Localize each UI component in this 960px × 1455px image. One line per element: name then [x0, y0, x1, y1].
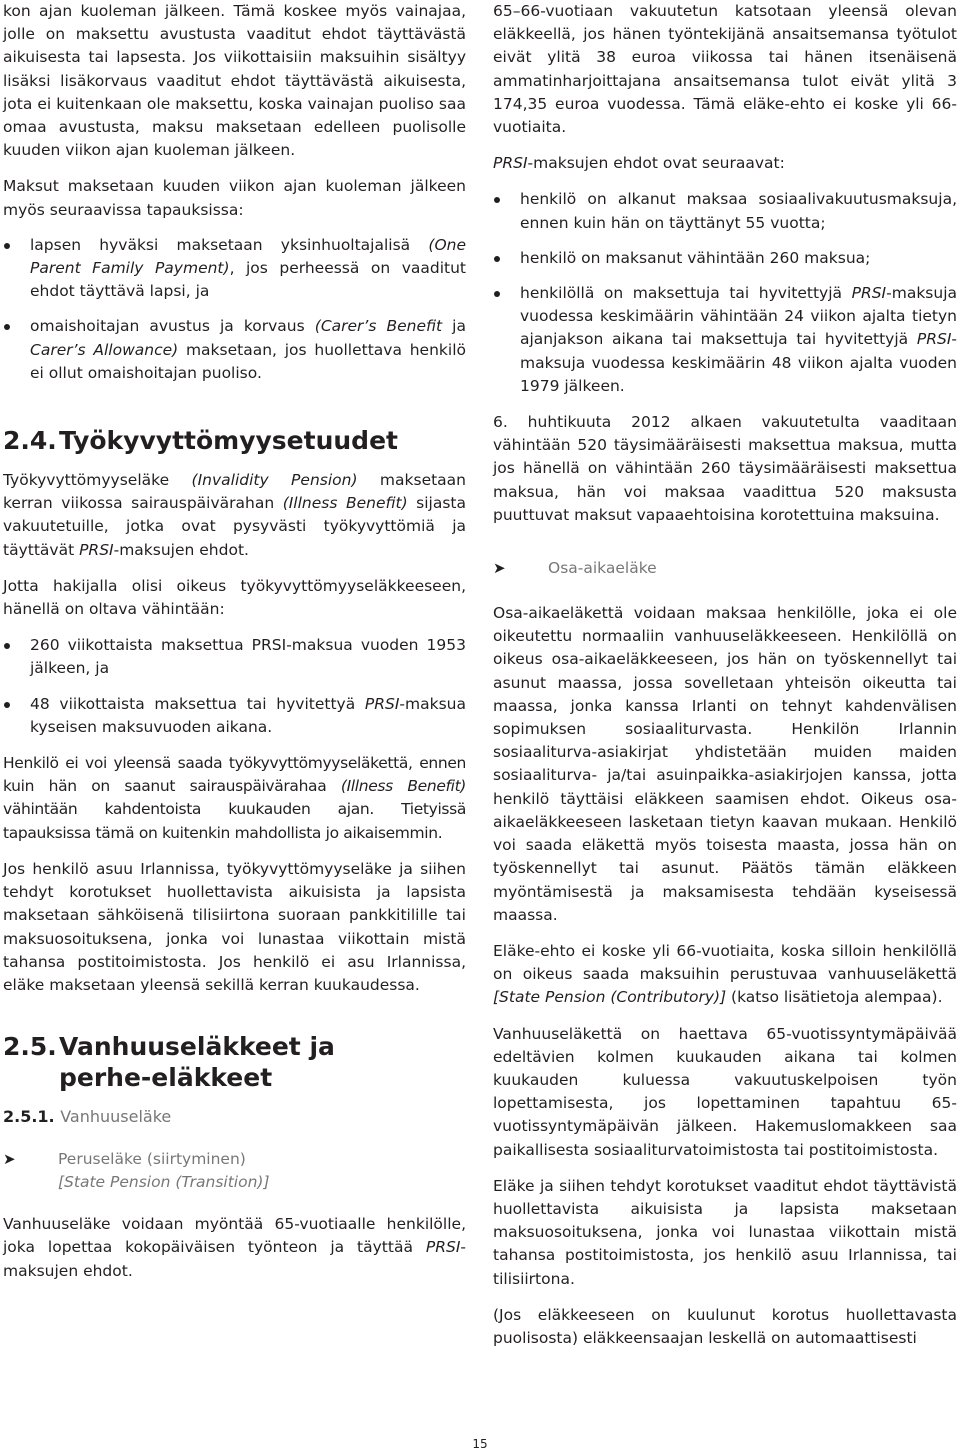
paragraph: Jos henkilö asuu Irlannissa, työkyvyttömyyseläke ja siihen tehdyt korotukset huollettavista aikuisista ja lapsista maksetaan sähköisenä tilisiirtona suoraan pankkitilille tai maksuosoituksena, jonka voi lunastaa viikottain mistä tahansa postitoimistosta. Jos henkilö ei asu Irlannissa, eläke maksetaan yleensä sekillä kerran kuukaudessa. [3, 859, 466, 994]
paragraph: Työkyvyttömyyseläke (Invalidity Pension) maksetaan kerran viikossa sairauspäivärahan (Illness Benefit) sijasta vakuutetuille, jotka ovat pysyvästi työkyvyttömiä ja täyttävät PRSI-maksujen ehdot. [3, 471, 467, 559]
paragraph: Vanhuuseläke voidaan myöntää 65-vuotiaalle henkilölle, joka lopettaa kokopäiväisen työnteon ja täyttää PRSI-maksujen ehdot. [3, 1215, 466, 1280]
paragraph: Vanhuuseläkettä on haettava 65-vuotissyntymäpäivää edeltävien kolmen kuukauden aikana tai kolmen kuukauden kuluessa vakuutuskelpoisen työn lopettamisesta, jos lopettaminen tapahtuu 65-vuotissyntymäpäivän jälkeen. Hakemuslomakkeen saa paikallisesta sosiaaliturvatoimistosta tai postitoimistosta. [493, 1024, 957, 1159]
paragraph: Maksut maksetaan kuuden viikon ajan kuoleman jälkeen myös seuraavissa tapauksissa: [3, 177, 466, 219]
paragraph: Eläke ja siihen tehdyt korotukset vaaditut ehdot täyttävistä huollettavista aikuisista ja lapsista maksetaan maksuosoituksena, jonka voi lunastaa viikottain mistä tahansa postitoimistosta, jos henkilö asuu Irlannissa, tai tilisiirtona. [493, 1176, 957, 1288]
list-item: omaishoitajan avustus ja korvaus (Carer’s Benefit ja Carer’s Allowance) maksetaan, jos huollettava henkilö ei ollut omaishoitajan puoliso. [3, 315, 466, 385]
paragraph: Eläke-ehto ei koske yli 66-vuotiaita, koska silloin henkilöllä on oikeus saada maksuihin perustuvaa vanhuuseläkettä [State Pension (Contributory)] (katso lisätietoja alempaa). [493, 941, 957, 1007]
list-item: 260 viikottaista maksettua PRSI-maksua vuoden 1953 jälkeen, ja [3, 634, 466, 680]
arrow-icon: ➤ [3, 1150, 16, 1169]
paragraph: kon ajan kuoleman jälkeen. Tämä koskee myös vainajaa, jolle on maksettu avustusta vaaditut ehdot täyttävästä aikuisesta tai lapsesta. Jos viikottaisiin maksuihin sisältyy lisäksi lisäkorvaus vaaditut ehdot täyttävästä aikuisesta, jota ei kuitenkaan ole maksettu, koska vainajan puoliso saa omaa avustusta, maksu maksetaan edelleen puolisolle kuuden viikon ajan kuoleman jälkeen. [3, 2, 466, 160]
bullet-icon [494, 291, 500, 297]
list-item: henkilö on maksanut vähintään 260 maksua; [493, 247, 957, 270]
sub-heading-state-pension-transition: ➤ Peruseläke (siirtyminen) [State Pension (Transition)] [3, 1150, 270, 1192]
paragraph: (Jos eläkkeeseen on kuulunut korotus huollettavasta puolisosta) eläkkeensaajan leskellä on automaattisesti [493, 1305, 957, 1347]
paragraph: Osa-aikaeläkettä voidaan maksaa henkilölle, joka ei ole oikeutettu normaaliin vanhuuseläkkeeseen. Henkilöllä on oikeus osa-aikaeläkkeeseen, jos hän on työskennellyt tai asunut maassa, jossa sovelletaan yhteisön oikeutta tai maassa, jonka kanssa Irlanti on tehnyt kahdenvälisen sopimuksen sosiaaliturvasta. Henkilön Irlannin sosiaaliturva-asiakirjat yhdistetään muiden maiden sosiaaliturva- ja/tai asuinpaikka-asiakirjojen kanssa, jotta henkilö täyttäisi eläkkeen saamisen ehdot. Oikeus osa-aikaeläkkeeseen lasketaan tietyn kaavan mukaan. Henkilö voi saada eläkettä myös toisesta maasta, jossa hän on työskennellyt tai asunut. Päätös tämän eläkkeen myöntämisestä ja maksamisesta tehdään kyseisessä maassa. [493, 604, 957, 924]
bullet-icon [4, 643, 10, 649]
bullet-icon [4, 702, 10, 708]
bullet-icon [4, 243, 10, 249]
bullet-icon [494, 197, 500, 203]
section-heading-2-4: 2.4.Työkyvyttömyysetuudet [3, 426, 398, 456]
bullet-list [493, 188, 957, 398]
paragraph: 65–66-vuotiaan vakuutetun katsotaan yleensä olevan eläkkeellä, jos hänen työntekijänä ansaitsemansa työtulot eivät ylitä 38 euroa viikossa tai hänen itsenäisenä ammatinharjoittajana ansaitsemansa tulot eivät ylitä 3 174,35 euroa vuodessa. Tämä eläke-ehto ei koske yli 66-vuotiaita. [493, 2, 957, 137]
bullet-list [3, 234, 466, 385]
arrow-icon: ➤ [493, 559, 506, 578]
right-column [493, 0, 957, 1363]
sub-heading-partial-pension: ➤ Osa-aikaeläke [493, 557, 957, 580]
list-item: henkilö on alkanut maksaa sosiaalivakuutusmaksuja, ennen kuin hän on täyttänyt 55 vuotta; [493, 188, 957, 234]
bullet-list [3, 634, 466, 739]
list-item: henkilöllä on maksettuja tai hyvitettyjä PRSI-maksuja vuodessa keskimäärin vähintään 24 viikon ajalta tietyn ajanjakson aikana tai maksettuja tai hyvitettyjä PRSI-maksuja vuodessa keskimäärin 48 viikon ajalta vuoden 1979 jälkeen. [493, 282, 957, 398]
bullet-icon [4, 324, 10, 330]
page-number: 15 [472, 1437, 488, 1451]
paragraph: Jotta hakijalla olisi oikeus työkyvyttömyyseläkkeeseen, hänellä on oltava vähintään: [3, 576, 466, 619]
paragraph: 6. huhtikuuta 2012 alkaen vakuutetulta vaaditaan vähintään 520 täysimääräisesti maksettua maksua, mutta jos hänellä on vähintään 260 täysimääräisesti maksettua maksua, hän voi maksaa vaadittua 520 maksusta puuttuvat maksut vapaaehtoisina korotettuina maksuina. [493, 413, 957, 524]
list-item: lapsen hyväksi maksetaan yksinhuoltajalisä (One Parent Family Payment), jos perheessä on vaaditut ehdot täyttävä lapsi, ja [3, 234, 466, 304]
bullet-icon [494, 256, 500, 262]
paragraph: PRSI-maksujen ehdot ovat seuraavat: [493, 154, 785, 173]
subsection-heading-2-5-1: 2.5.1. Vanhuuseläke [3, 1107, 172, 1127]
section-heading-2-5: 2.5. Vanhuuseläkkeet ja perhe-eläkkeet [3, 1032, 335, 1093]
list-item: 48 viikottaista maksettua tai hyvitettyä PRSI-maksua kyseisen maksuvuoden aikana. [3, 693, 466, 739]
paragraph: Henkilö ei voi yleensä saada työkyvyttömyyseläkettä, ennen kuin hän on saanut sairauspäivärahaa (Illness Benefit) vähintään kahdentoista kuukauden ajan. Tietyissä tapauksissa tämä on kuitenkin mahdollista jo aikaisemmin. [3, 754, 466, 842]
left-column [3, 0, 466, 1296]
